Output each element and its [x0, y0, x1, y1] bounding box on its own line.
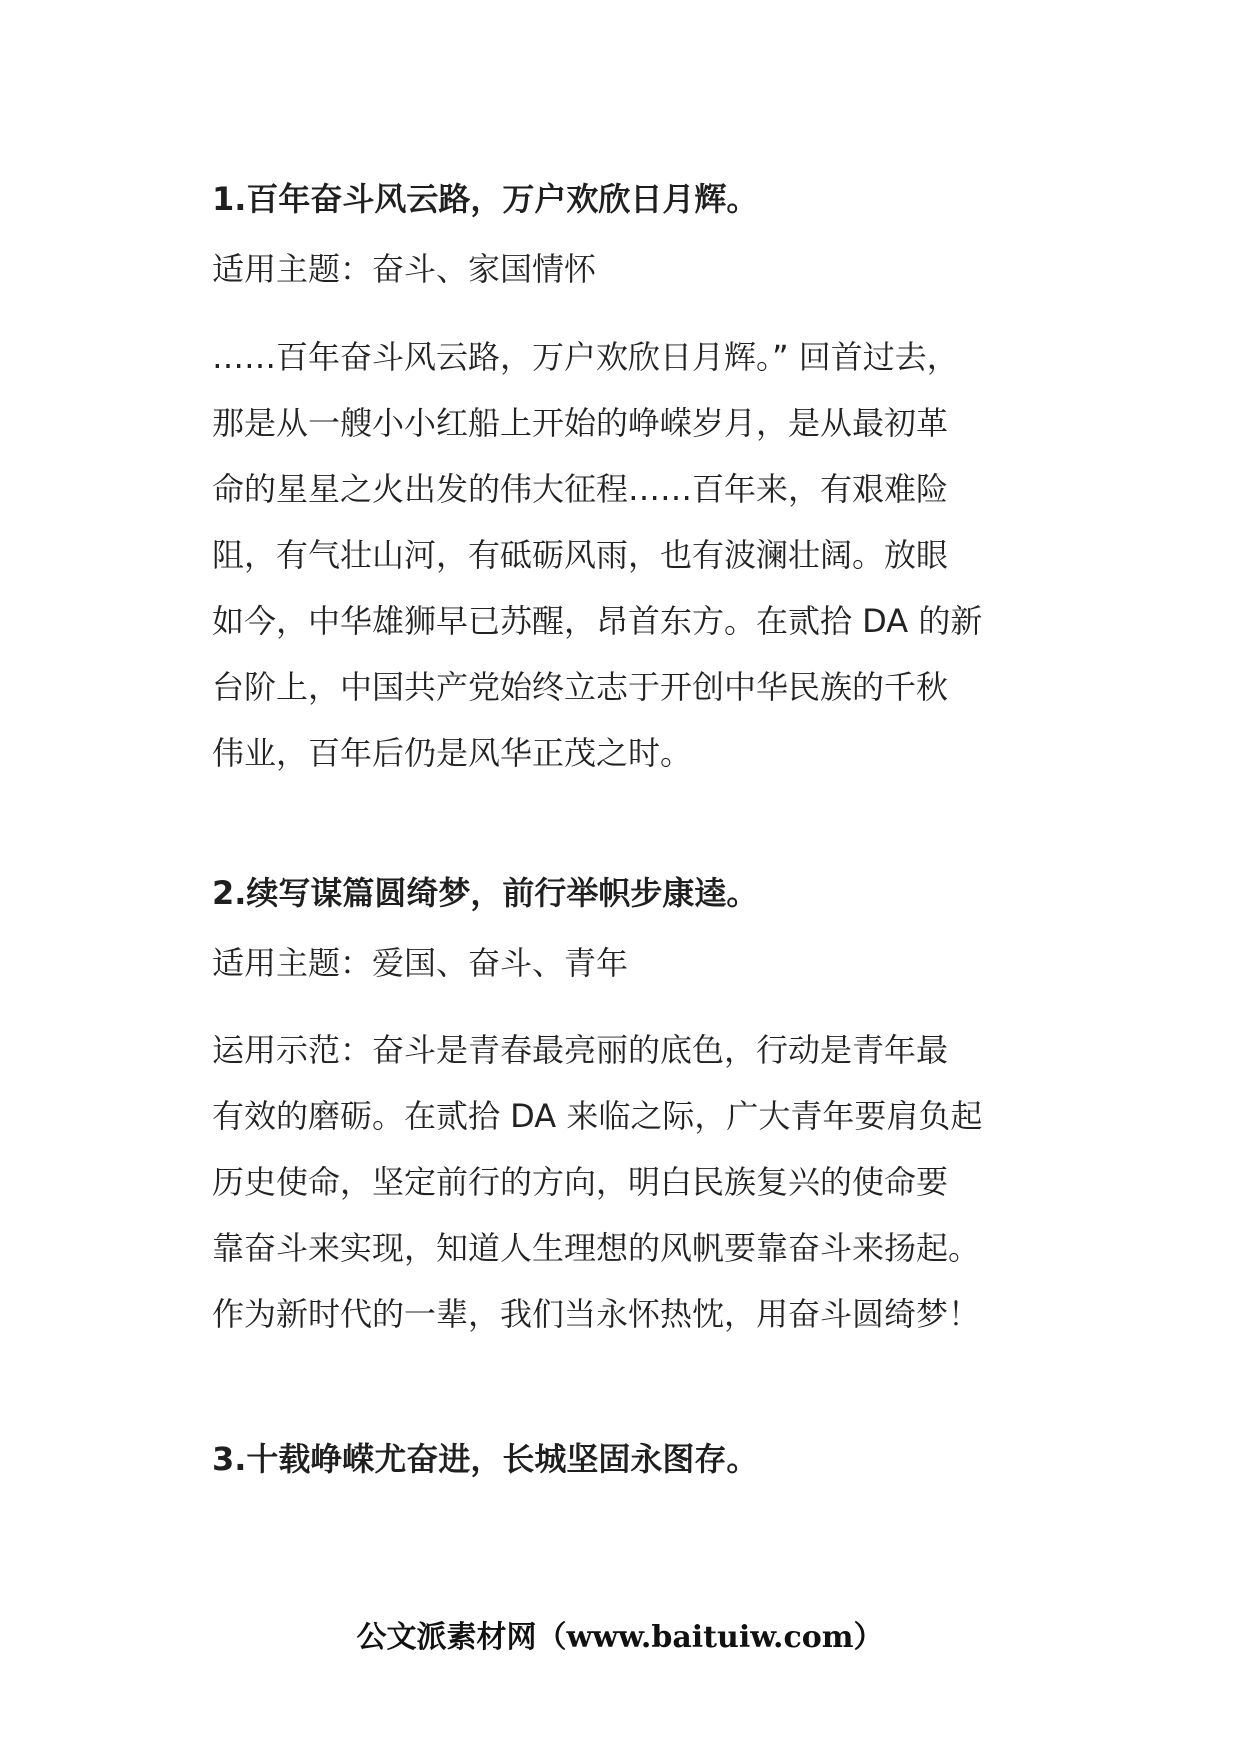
section-2-theme: 适用主题：爱国、奋斗、青年 [212, 944, 629, 982]
paragraph-line: 命的星星之火出发的伟大征程……百年来，有艰难险 [212, 470, 949, 508]
section-1-paragraph [212, 324, 1072, 786]
section-3-heading: 3.十载峥嵘尤奋进，长城坚固永图存。 [212, 1440, 759, 1478]
paragraph-line: 有效的磨砺。在贰拾 DA 来临之际，广大青年要肩负起 [212, 1097, 983, 1135]
paragraph-line: 作为新时代的一辈，我们当永怀热忱，用奋斗圆绮梦！ [212, 1295, 981, 1333]
paragraph-line: 历史使命，坚定前行的方向，明白民族复兴的使命要 [212, 1163, 949, 1201]
paragraph-line: 如今，中华雄狮早已苏醒，昂首东方。在贰拾 DA 的新 [212, 602, 983, 640]
paragraph-line: 运用示范：奋斗是青春最亮丽的底色，行动是青年最 [212, 1031, 949, 1069]
paragraph-line: 阻，有气壮山河，有砥砺风雨，也有波澜壮阔。放眼 [212, 536, 949, 574]
section-2-heading: 2.续写谋篇圆绮梦，前行举帜步康逵。 [212, 874, 759, 912]
paragraph-line: ……百年奋斗风云路，万户欢欣日月辉。” 回首过去， [212, 338, 959, 376]
section-1-theme: 适用主题：奋斗、家国情怀 [212, 250, 597, 288]
paragraph-line: 台阶上，中国共产党始终立志于开创中华民族的千秋 [212, 668, 949, 706]
section-2-paragraph [212, 1017, 1072, 1347]
footer-source: 公文派素材网（www.baituiw.com） [356, 1620, 884, 1655]
paragraph-line: 那是从一艘小小红船上开始的峥嵘岁月，是从最初革 [212, 404, 949, 442]
paragraph-line: 伟业，百年后仍是风华正茂之时。 [212, 734, 693, 772]
section-1-heading: 1.百年奋斗风云路，万户欢欣日月辉。 [212, 180, 759, 218]
paragraph-line: 靠奋斗来实现，知道人生理想的风帆要靠奋斗来扬起。 [212, 1229, 981, 1267]
